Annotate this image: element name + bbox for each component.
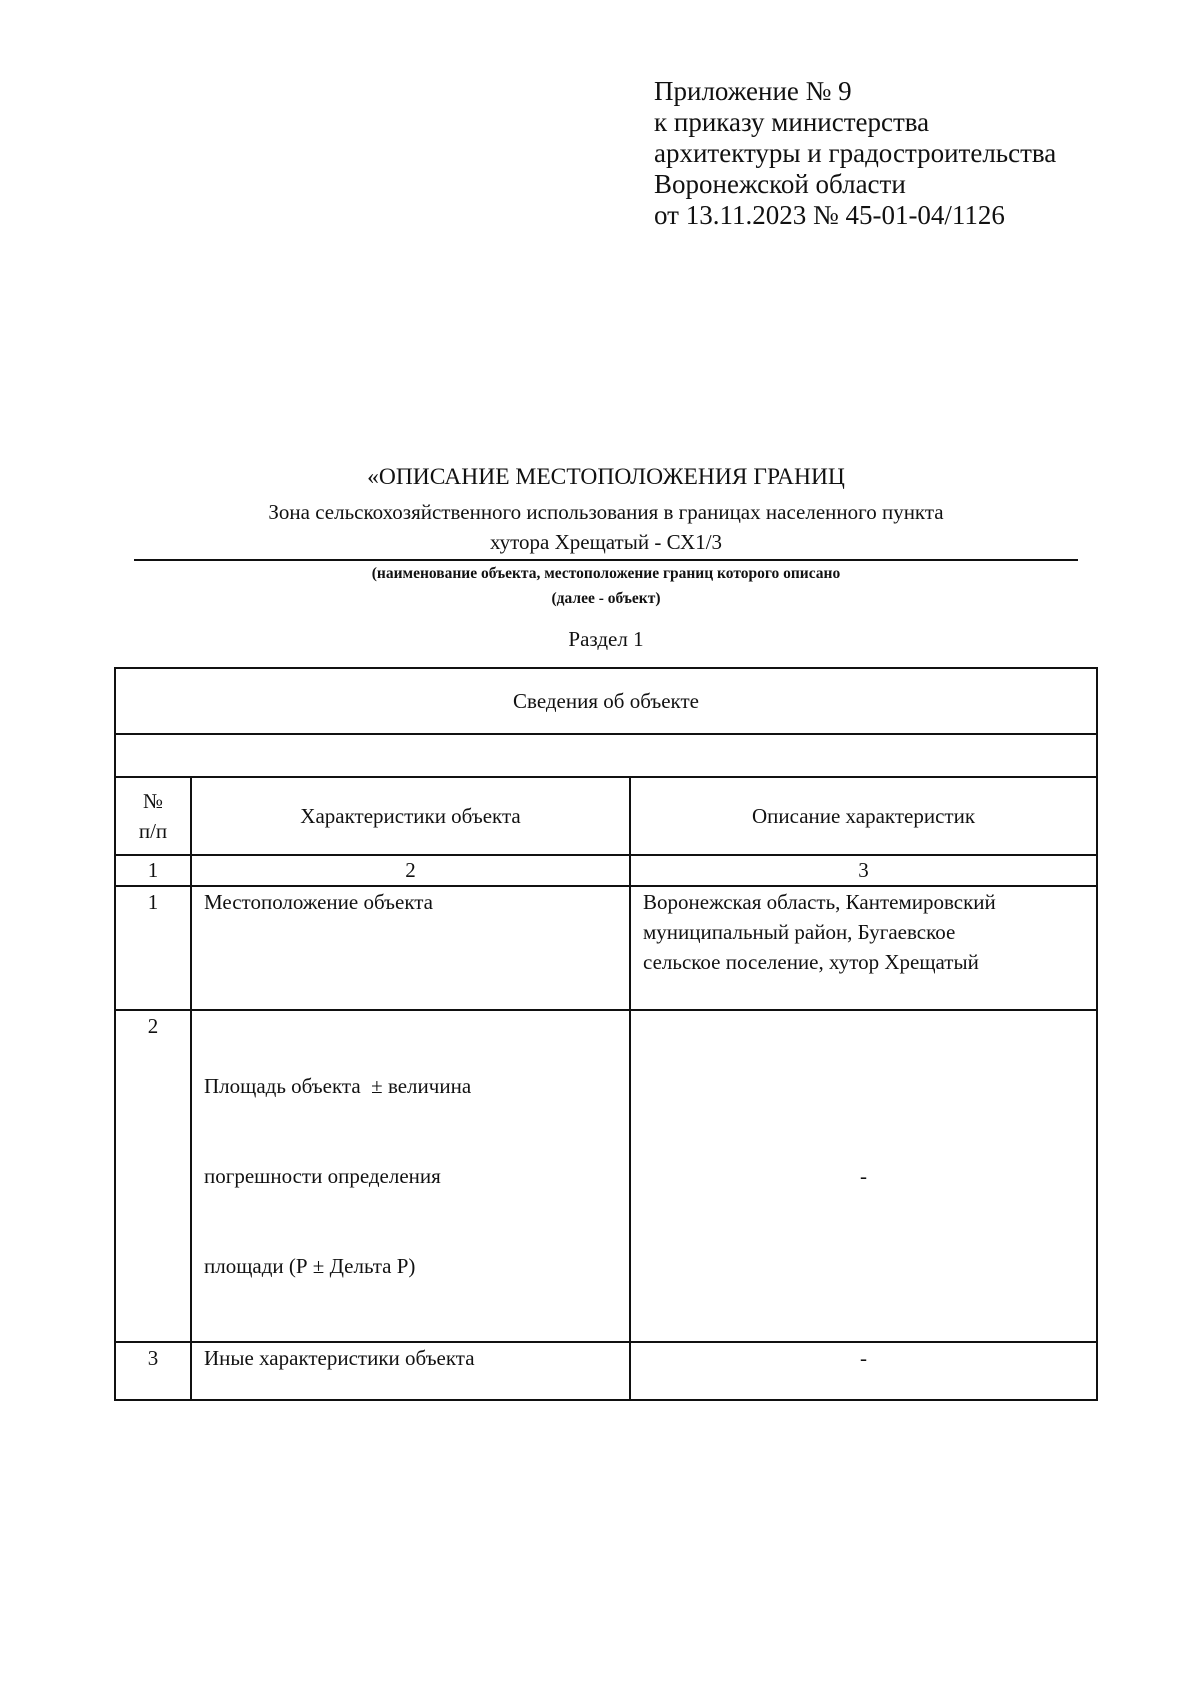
empty-cell (115, 734, 1097, 777)
row-description (630, 886, 1097, 1010)
row-number: 1 (115, 886, 191, 1010)
characteristic-line: Иные характеристики объекта (204, 1346, 475, 1370)
row-characteristic (191, 1010, 630, 1342)
description-line: сельское поселение, хутор Хрещатый (643, 950, 979, 974)
object-note-line-2: (далее - объект) (551, 590, 661, 607)
description-line: муниципальный район, Бугаевское (643, 920, 956, 944)
row-description: - (630, 1010, 1097, 1342)
header-num-abbr: п/п (138, 819, 168, 843)
annex-ministry-line: архитектуры и градостроительства (654, 138, 1057, 168)
table-row (115, 1342, 1097, 1400)
table-empty-row (115, 734, 1097, 777)
row-characteristic (191, 1342, 630, 1400)
annex-block (654, 76, 1174, 231)
row-number: 2 (115, 1010, 191, 1342)
document-title: «ОПИСАНИЕ МЕСТОПОЛОЖЕНИЯ ГРАНИЦ (367, 464, 845, 490)
row-number: 3 (115, 1342, 191, 1400)
annex-region-line: Воронежской области (654, 169, 906, 199)
description-line: Воронежская область, Кантемировский (643, 890, 996, 914)
object-name-line-1: Зона сельскохозяйственного использования в границах населенного пункта (268, 500, 944, 524)
section-title: Раздел 1 (568, 627, 644, 651)
column-number-2: 2 (191, 855, 630, 886)
description-line: - (860, 1346, 867, 1370)
object-name-line-2: хутора Хрещатый - СХ1/3 (489, 530, 723, 554)
column-number-3: 3 (630, 855, 1097, 886)
table-caption: Сведения об объекте (115, 668, 1097, 734)
characteristic-line: Местоположение объекта (204, 890, 434, 914)
annex-number: Приложение № 9 (654, 76, 852, 106)
header-description: Описание характеристик (630, 777, 1097, 855)
object-note-line-1: (наименование объекта, местоположение границ которого описано (371, 565, 841, 582)
header-num-symbol: № (142, 789, 164, 813)
header-characteristics: Характеристики объекта (191, 777, 630, 855)
annex-order-line: к приказу министерства (654, 107, 930, 137)
row-description (630, 1342, 1097, 1400)
characteristic-line: площади (Р ± Дельта Р) (204, 1254, 416, 1278)
column-number-1: 1 (115, 855, 191, 886)
characteristic-line: погрешности определения (204, 1164, 441, 1188)
object-info-table (114, 667, 1098, 1401)
characteristic-line: Площадь объекта ± величина (204, 1074, 472, 1098)
column-number-row (115, 855, 1097, 886)
table-row (115, 1010, 1097, 1342)
table-caption-row (115, 668, 1097, 734)
header-num-cell (115, 777, 191, 855)
table-header-row (115, 777, 1097, 855)
annex-date-number: от 13.11.2023 № 45-01-04/1126 (654, 200, 1005, 230)
row-characteristic (191, 886, 630, 1010)
name-underline (134, 559, 1078, 561)
table-row (115, 886, 1097, 1010)
